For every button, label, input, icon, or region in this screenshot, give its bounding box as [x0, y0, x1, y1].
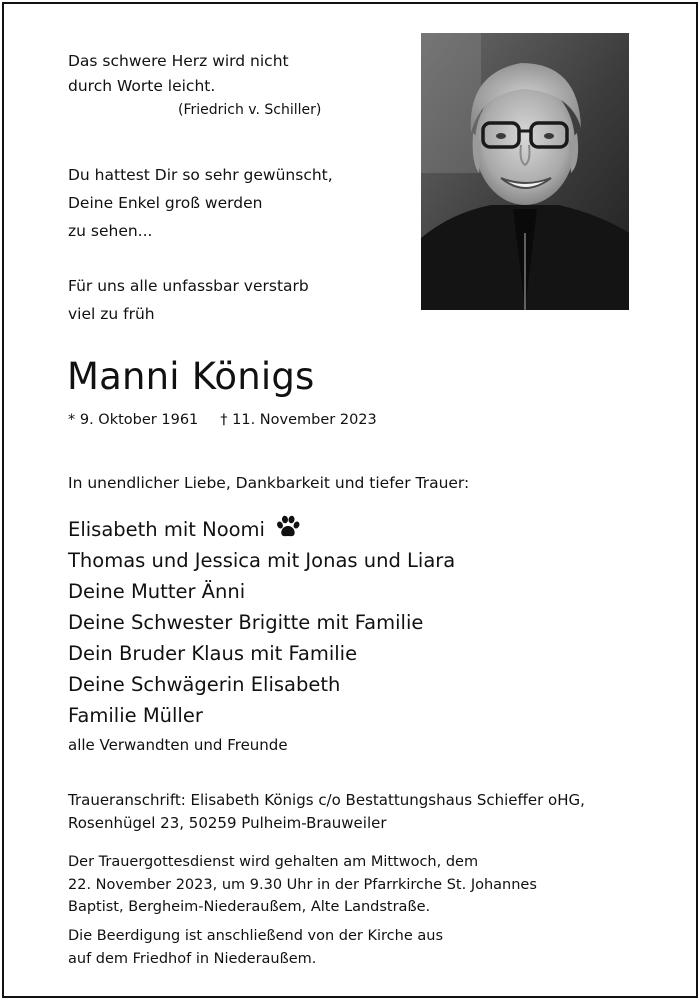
funeral-service-info [68, 851, 537, 919]
mourner-line: Thomas und Jessica mit Jonas und Liara [68, 549, 456, 572]
mourner-name: Elisabeth mit Noomi [68, 518, 265, 541]
burial-line-1: Die Beerdigung ist anschließend von der Kirche aus [68, 928, 444, 944]
address-line-2: Rosenhügel 23, 50259 Pulheim-Brauweiler [68, 814, 387, 832]
service-line-1: Der Trauergottesdienst wird gehalten am Mittwoch, dem [68, 854, 479, 870]
deceased-name: Manni Königs [67, 355, 315, 398]
wish-line-1: Du hattest Dir so sehr gewünscht, [68, 166, 333, 184]
passed-text [68, 272, 309, 328]
wish-text [68, 161, 333, 245]
life-dates [68, 412, 377, 428]
birth-date: * 9. Oktober 1961 [68, 412, 199, 428]
mourner-line: Deine Schwägerin Elisabeth [68, 673, 341, 696]
grief-line: In unendlicher Liebe, Dankbarkeit und tiefer Trauer: [68, 474, 470, 492]
wish-line-3: zu sehen... [68, 222, 153, 240]
wish-line-2: Deine Enkel groß werden [68, 194, 263, 212]
service-line-3: Baptist, Bergheim-Niederaußem, Alte Landstraße. [68, 899, 431, 915]
paw-print-icon [275, 514, 301, 540]
mourner-line: Deine Schwester Brigitte mit Familie [68, 611, 424, 634]
mourner-line: Familie Müller [68, 704, 203, 727]
portrait-image [421, 33, 629, 310]
service-line-2: 22. November 2023, um 9.30 Uhr in der Pfarrkirche St. Johannes [68, 876, 537, 893]
passed-line-2: viel zu früh [68, 305, 155, 323]
quote-line-2: durch Worte leicht. [68, 77, 216, 95]
passed-line-1: Für uns alle unfassbar verstarb [68, 277, 309, 295]
portrait-photo [421, 33, 629, 310]
burial-line-2: auf dem Friedhof in Niederaußem. [68, 950, 317, 967]
schiller-quote [68, 49, 289, 99]
mourner-line: Dein Bruder Klaus mit Familie [68, 642, 358, 665]
quote-author: (Friedrich v. Schiller) [178, 102, 322, 118]
mourner-line [68, 514, 455, 545]
mourners-list [68, 514, 455, 731]
burial-info [68, 925, 443, 970]
quote-line-1: Das schwere Herz wird nicht [68, 52, 289, 70]
mourner-line: Deine Mutter Änni [68, 580, 246, 603]
mourning-address [68, 789, 585, 835]
address-line-1: Traueranschrift: Elisabeth Königs c/o Bestattungshaus Schieffer oHG, [68, 791, 585, 809]
relatives-line: alle Verwandten und Freunde [68, 736, 288, 754]
death-date: † 11. November 2023 [220, 412, 377, 428]
